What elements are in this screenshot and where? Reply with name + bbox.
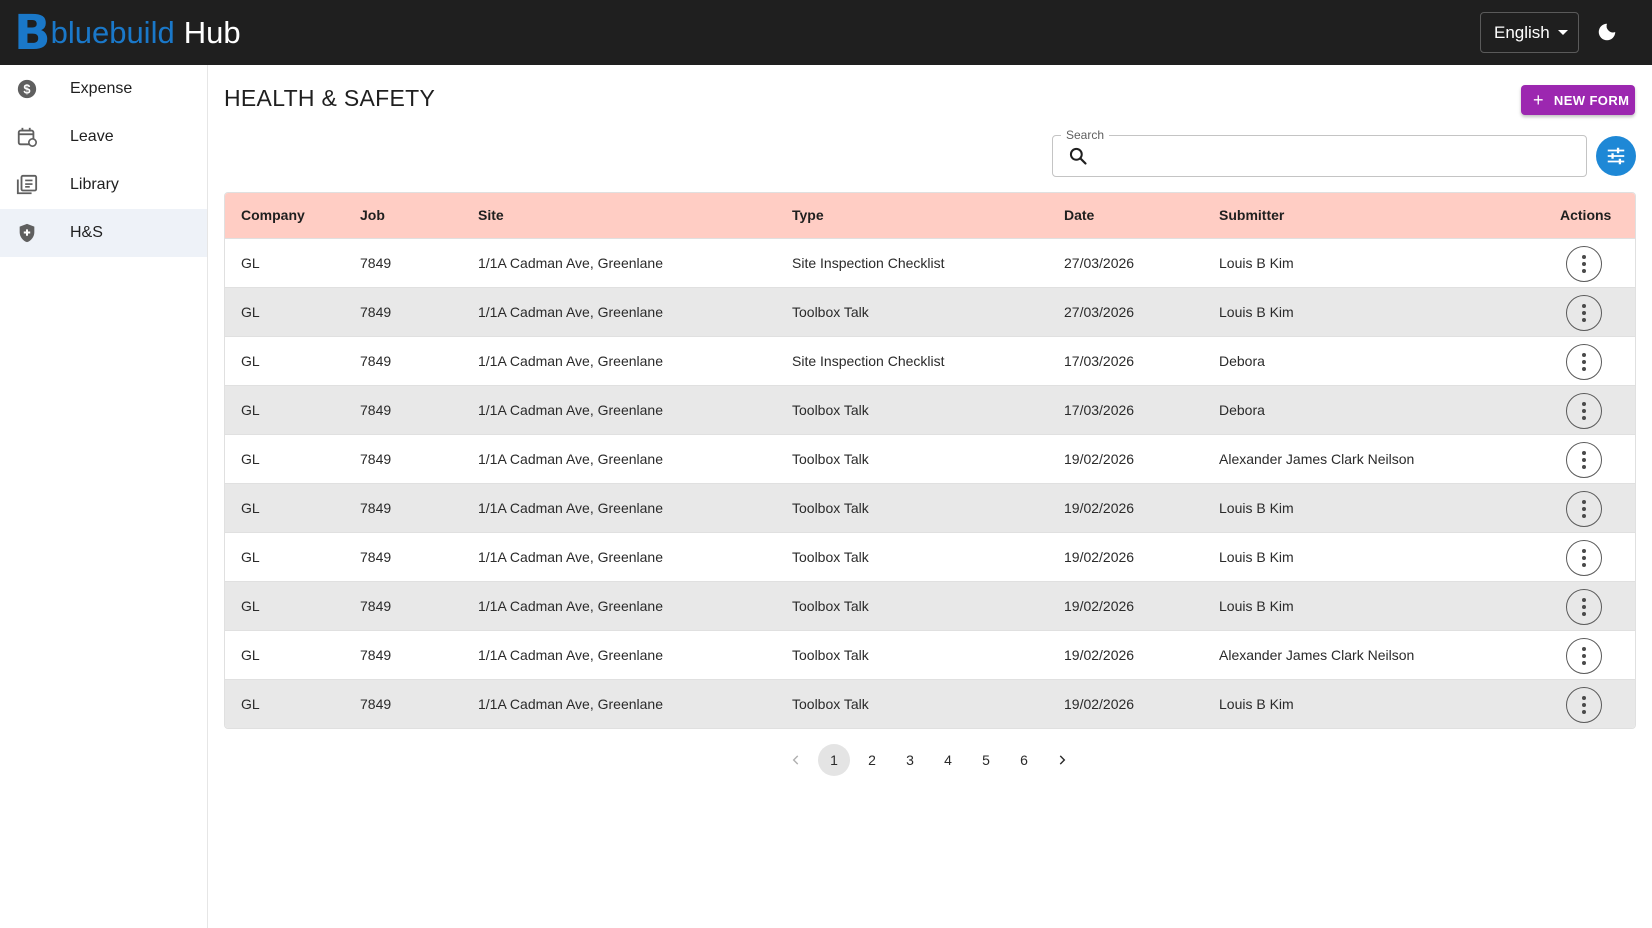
page-button-5[interactable]: 5	[982, 752, 990, 768]
page-button-3[interactable]: 3	[906, 752, 914, 768]
cell-type: Site Inspection Checklist	[792, 353, 945, 369]
more-vert-icon	[1582, 598, 1586, 616]
more-vert-icon	[1582, 696, 1586, 714]
sidebar	[0, 65, 208, 928]
cell-company: GL	[241, 598, 260, 614]
cell-job: 7849	[360, 451, 392, 467]
new-form-button[interactable]	[1521, 85, 1635, 115]
cell-type: Toolbox Talk	[792, 402, 869, 418]
row-actions-button[interactable]	[1566, 638, 1602, 674]
column-header-actions: Actions	[1560, 207, 1612, 223]
cell-site: 1/1A Cadman Ave, Greenlane	[478, 647, 663, 663]
more-vert-icon	[1582, 500, 1586, 518]
cell-site: 1/1A Cadman Ave, Greenlane	[478, 255, 663, 271]
cell-type: Toolbox Talk	[792, 598, 869, 614]
cell-date: 27/03/2026	[1064, 255, 1135, 271]
library-icon	[16, 174, 38, 196]
more-vert-icon	[1582, 353, 1586, 371]
table-row[interactable]	[225, 679, 1636, 728]
cell-company: GL	[241, 353, 260, 369]
cell-job: 7849	[360, 304, 392, 320]
more-vert-icon	[1582, 647, 1586, 665]
cell-site: 1/1A Cadman Ave, Greenlane	[478, 451, 663, 467]
language-select[interactable]	[1480, 12, 1579, 53]
column-header-type[interactable]: Type	[792, 207, 824, 223]
table-row[interactable]	[225, 336, 1636, 385]
cell-job: 7849	[360, 549, 392, 565]
cell-job: 7849	[360, 500, 392, 516]
cell-date: 19/02/2026	[1064, 647, 1135, 663]
cell-job: 7849	[360, 353, 392, 369]
sidebar-item-hs[interactable]	[0, 209, 207, 257]
calendar-icon	[16, 126, 38, 148]
more-vert-icon	[1582, 549, 1586, 567]
cell-submitter: Debora	[1219, 353, 1265, 369]
shield-plus-icon	[16, 222, 38, 244]
column-header-job[interactable]: Job	[360, 207, 385, 223]
cell-type: Toolbox Talk	[792, 696, 869, 712]
table-row[interactable]	[225, 434, 1636, 483]
cell-submitter: Louis B Kim	[1219, 500, 1294, 516]
cell-type: Toolbox Talk	[792, 451, 869, 467]
cell-submitter: Louis B Kim	[1219, 549, 1294, 565]
cell-date: 19/02/2026	[1064, 500, 1135, 516]
page-button-1[interactable]: 1	[818, 744, 850, 776]
previous-page-button[interactable]	[780, 744, 812, 776]
sidebar-item-leave[interactable]	[0, 113, 207, 161]
dollar-circle-icon	[16, 78, 38, 100]
caret-down-icon	[1558, 30, 1568, 35]
svg-text:$: $	[23, 81, 31, 97]
row-actions-button[interactable]	[1566, 491, 1602, 527]
table-row[interactable]	[225, 287, 1636, 336]
sidebar-item-label: Leave	[70, 128, 114, 145]
cell-date: 19/02/2026	[1064, 549, 1135, 565]
cell-date: 19/02/2026	[1064, 598, 1135, 614]
cell-site: 1/1A Cadman Ave, Greenlane	[478, 402, 663, 418]
cell-site: 1/1A Cadman Ave, Greenlane	[478, 696, 663, 712]
row-actions-button[interactable]	[1566, 540, 1602, 576]
logo-mark: B	[14, 5, 49, 61]
table-row[interactable]	[225, 385, 1636, 434]
cell-company: GL	[241, 696, 260, 712]
cell-company: GL	[241, 549, 260, 565]
cell-job: 7849	[360, 647, 392, 663]
sidebar-item-label: Expense	[70, 80, 133, 97]
cell-date: 19/02/2026	[1064, 451, 1135, 467]
filter-button[interactable]	[1596, 136, 1636, 176]
row-actions-button[interactable]	[1566, 393, 1602, 429]
cell-site: 1/1A Cadman Ave, Greenlane	[478, 304, 663, 320]
cell-date: 17/03/2026	[1064, 353, 1135, 369]
more-vert-icon	[1582, 451, 1586, 469]
cell-company: GL	[241, 402, 260, 418]
theme-toggle-button[interactable]	[1593, 18, 1621, 46]
cell-type: Toolbox Talk	[792, 500, 869, 516]
moon-icon	[1596, 21, 1618, 43]
cell-company: GL	[241, 451, 260, 467]
tune-icon	[1605, 145, 1627, 167]
sidebar-item-label: H&S	[70, 224, 103, 241]
cell-company: GL	[241, 647, 260, 663]
table-row[interactable]	[225, 483, 1636, 532]
sidebar-item-expense[interactable]	[0, 65, 207, 113]
cell-job: 7849	[360, 402, 392, 418]
top-app-bar	[0, 0, 1652, 65]
more-vert-icon	[1582, 402, 1586, 420]
cell-company: GL	[241, 304, 260, 320]
cell-job: 7849	[360, 598, 392, 614]
app-logo[interactable]	[14, 5, 241, 61]
sidebar-item-label: Library	[70, 176, 119, 193]
new-form-label: NEW FORM	[1553, 92, 1630, 108]
column-header-date[interactable]: Date	[1064, 207, 1095, 223]
column-header-submitter[interactable]: Submitter	[1219, 207, 1285, 223]
cell-site: 1/1A Cadman Ave, Greenlane	[478, 353, 663, 369]
more-vert-icon	[1582, 255, 1586, 273]
chevron-right-icon	[1055, 753, 1069, 767]
cell-type: Toolbox Talk	[792, 549, 869, 565]
cell-type: Site Inspection Checklist	[792, 255, 945, 271]
cell-submitter: Louis B Kim	[1219, 598, 1294, 614]
cell-type: Toolbox Talk	[792, 304, 869, 320]
logo-hub-text: Hub	[183, 15, 241, 50]
search-icon	[1068, 146, 1088, 166]
cell-job: 7849	[360, 696, 392, 712]
chevron-left-icon	[789, 753, 803, 767]
column-header-company[interactable]: Company	[241, 207, 305, 223]
forms-table	[224, 192, 1636, 729]
search-label: Search	[1061, 129, 1109, 142]
cell-site: 1/1A Cadman Ave, Greenlane	[478, 598, 663, 614]
table-row[interactable]	[225, 238, 1636, 287]
cell-site: 1/1A Cadman Ave, Greenlane	[478, 500, 663, 516]
cell-submitter: Alexander James Clark Neilson	[1219, 451, 1415, 467]
column-header-site[interactable]: Site	[478, 207, 504, 223]
cell-submitter: Louis B Kim	[1219, 304, 1294, 320]
page-button-4[interactable]: 4	[944, 752, 952, 768]
cell-date: 17/03/2026	[1064, 402, 1135, 418]
next-page-button[interactable]	[1046, 744, 1078, 776]
cell-job: 7849	[360, 255, 392, 271]
cell-type: Toolbox Talk	[792, 647, 869, 663]
cell-site: 1/1A Cadman Ave, Greenlane	[478, 549, 663, 565]
logo-wordmark: bluebuild	[50, 15, 175, 50]
page-title: HEALTH & SAFETY	[224, 85, 436, 111]
cell-submitter: Alexander James Clark Neilson	[1219, 647, 1415, 663]
language-value: English	[1494, 22, 1550, 42]
cell-company: GL	[241, 500, 260, 516]
search-input[interactable]	[1098, 143, 1578, 169]
plus-icon: +	[1533, 90, 1544, 110]
table-row[interactable]	[225, 532, 1636, 581]
row-actions-button[interactable]	[1566, 344, 1602, 380]
row-actions-button[interactable]	[1566, 589, 1602, 625]
page-button-6[interactable]: 6	[1020, 752, 1028, 768]
cell-submitter: Louis B Kim	[1219, 696, 1294, 712]
more-vert-icon	[1582, 304, 1586, 322]
cell-submitter: Louis B Kim	[1219, 255, 1294, 271]
cell-submitter: Debora	[1219, 402, 1265, 418]
table-header	[225, 193, 1636, 238]
row-actions-button[interactable]	[1566, 442, 1602, 478]
sidebar-item-library[interactable]	[0, 161, 207, 209]
table-row[interactable]	[225, 630, 1636, 679]
cell-company: GL	[241, 255, 260, 271]
row-actions-button[interactable]	[1566, 687, 1602, 723]
row-actions-button[interactable]	[1566, 246, 1602, 282]
row-actions-button[interactable]	[1566, 295, 1602, 331]
cell-date: 19/02/2026	[1064, 696, 1135, 712]
cell-date: 27/03/2026	[1064, 304, 1135, 320]
table-row[interactable]	[225, 581, 1636, 630]
page-button-2[interactable]: 2	[868, 752, 876, 768]
